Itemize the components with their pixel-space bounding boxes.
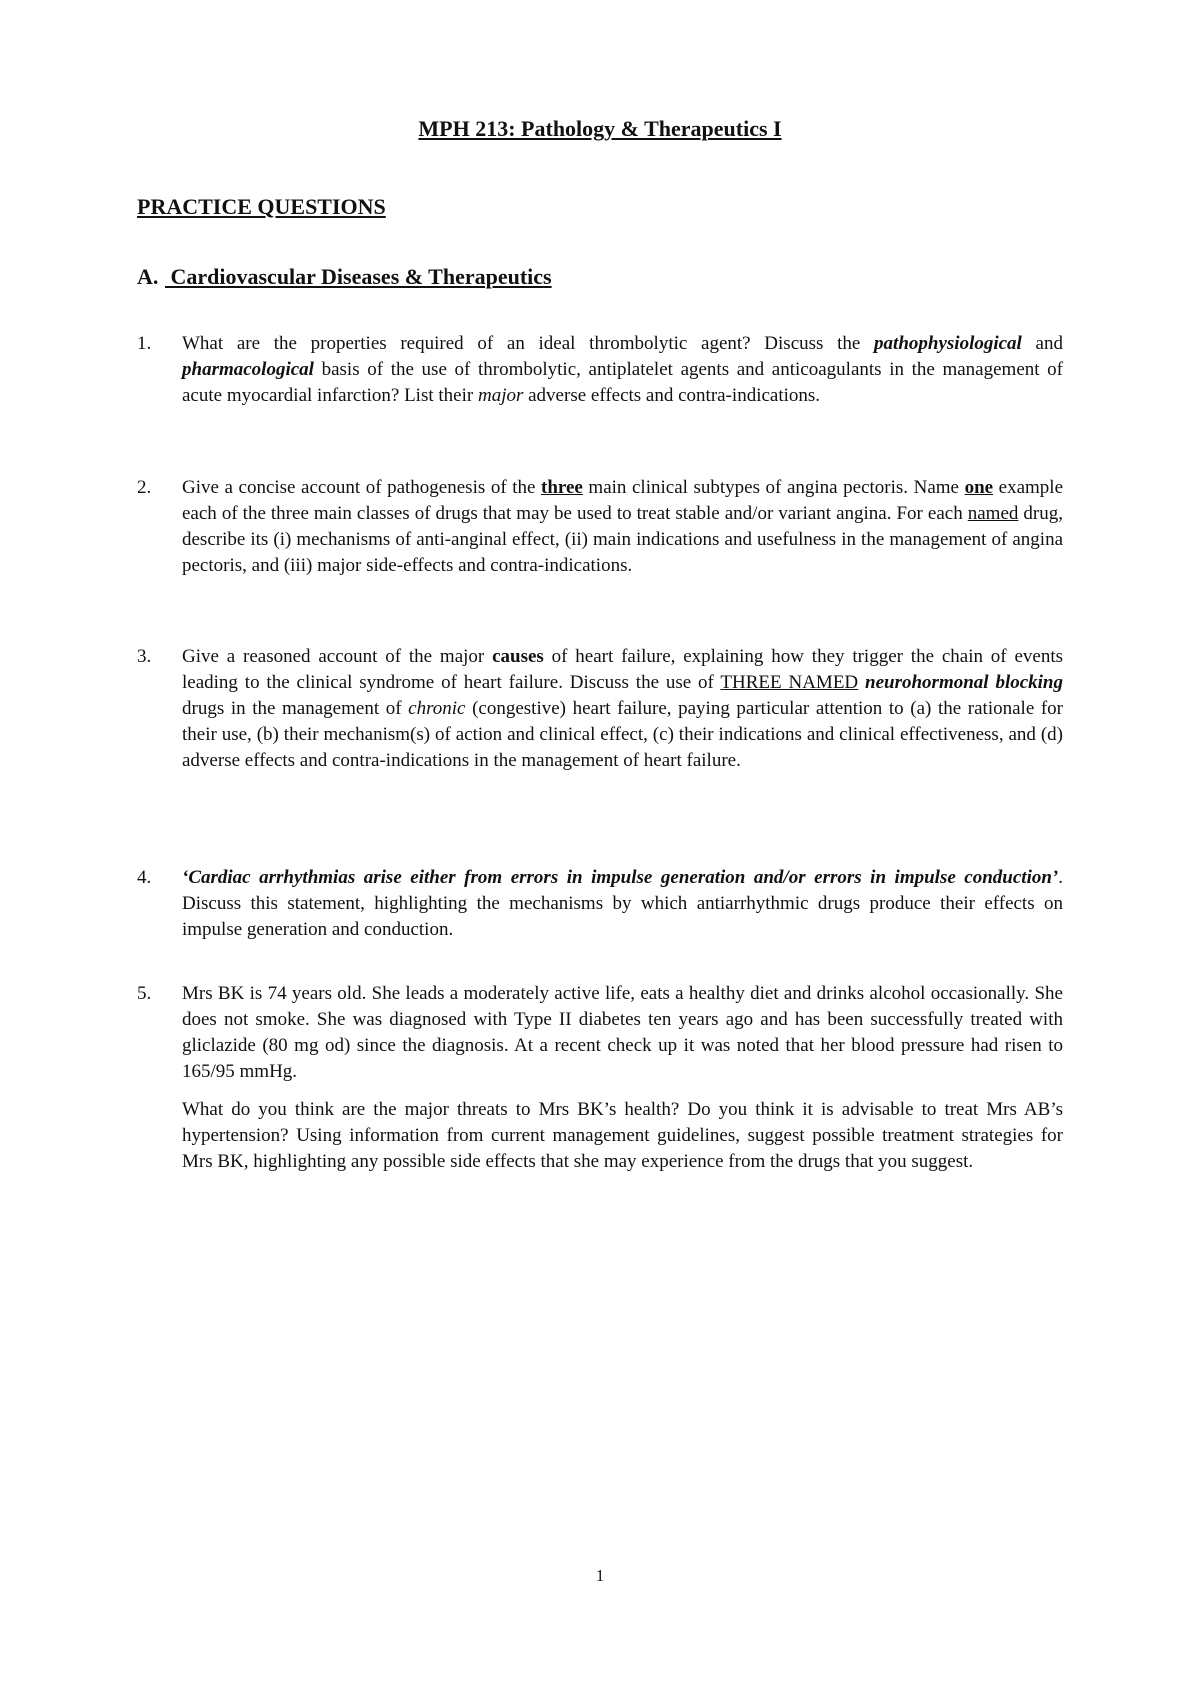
text: drug, describe its (i) mechanisms of anti-anginal effect, (ii) main indications and usefulness in the management of angina pectoris, and (iii) major side-effects and contra-indications. <box>182 503 1063 576</box>
question-text <box>182 331 1063 409</box>
emphasis: pharmacological <box>182 359 314 380</box>
question-number: 2. <box>137 477 152 498</box>
question-number: 3. <box>137 646 152 667</box>
text: What are the properties required of an ideal thrombolytic agent? Discuss the <box>182 333 875 354</box>
emphasis: named <box>967 503 1019 524</box>
question-1 <box>137 331 1063 409</box>
question-text <box>182 644 1063 774</box>
question-number: 5. <box>137 983 152 1004</box>
emphasis: one <box>964 477 994 498</box>
question-5 <box>137 981 1063 1175</box>
text: Give a concise account of pathogenesis of the <box>182 477 541 498</box>
question-4 <box>137 865 1063 943</box>
emphasis: pathophysiological <box>874 333 1022 354</box>
emphasis: chronic <box>408 698 466 719</box>
emphasis: THREE NAMED <box>720 672 859 693</box>
question-2 <box>137 475 1063 579</box>
emphasis: ‘Cardiac arrhythmias arise either from errors in impulse generation and/or errors in impulse conduction’ <box>182 867 1059 888</box>
text: example each of the three main classes of drugs that may be used to treat stable and/or variant angina. For each <box>182 477 1064 524</box>
text: Give a reasoned account of the major <box>182 646 493 667</box>
text: (congestive) heart failure, paying particular attention to (a) the rationale for their use, (b) their mechanism(s) of action and clinical effect, (c) their indications and clinical effectiveness, and (d) adverse effects and contra-indications in the management of heart failure. <box>182 698 1064 771</box>
text: and <box>1021 333 1063 354</box>
section-heading <box>137 264 552 290</box>
section-number: A. <box>137 264 159 289</box>
emphasis: three <box>541 477 583 498</box>
text: adverse effects and contra-indications. <box>523 385 821 406</box>
emphasis: neurohormonal blocking <box>865 672 1063 693</box>
question-text <box>182 475 1063 579</box>
emphasis: causes <box>492 646 544 667</box>
text: basis of the use of thrombolytic, antiplatelet agents and anticoagulants in the management of acute myocardial infarction? List their <box>182 359 1063 406</box>
section-title: Cardiovascular Diseases & Therapeutics <box>170 264 552 289</box>
question-3 <box>137 644 1063 774</box>
text: . Discuss this statement, highlighting the mechanisms by which antiarrhythmic drugs produce their effects on impulse generation and conduction. <box>182 867 1063 940</box>
text: main clinical subtypes of angina pectoris. Name <box>582 477 965 498</box>
emphasis: major <box>477 385 524 406</box>
question-text <box>182 865 1063 943</box>
document-title: MPH 213: Pathology & Therapeutics I <box>418 116 782 141</box>
question-number: 4. <box>137 867 152 888</box>
question-text: What do you think are the major threats to Mrs BK’s health? Do you think it is advisable to treat Mrs AB’s hypertension? Using information from current management guidelines, suggest possible treatment strategies for Mrs BK, highlighting any possible side effects that she may experience from the drugs that you suggest. <box>182 1099 1063 1172</box>
question-number: 1. <box>137 333 152 354</box>
text: of heart failure, explaining how they trigger the chain of events leading to the clinical syndrome of heart failure. Discuss the use of <box>182 646 1063 693</box>
page-number: 1 <box>595 1566 605 1585</box>
question-text: Mrs BK is 74 years old. She leads a moderately active life, eats a healthy diet and drinks alcohol occasionally. She does not smoke. She was diagnosed with Type II diabetes ten years ago and has been successfully treated with gliclazide (80 mg od) since the diagnosis. At a recent check up it was noted that her blood pressure had risen to 165/95 mmHg. <box>182 983 1063 1082</box>
text: drugs in the management of <box>182 698 409 719</box>
text <box>858 672 865 693</box>
practice-questions-heading: PRACTICE QUESTIONS <box>137 194 386 219</box>
